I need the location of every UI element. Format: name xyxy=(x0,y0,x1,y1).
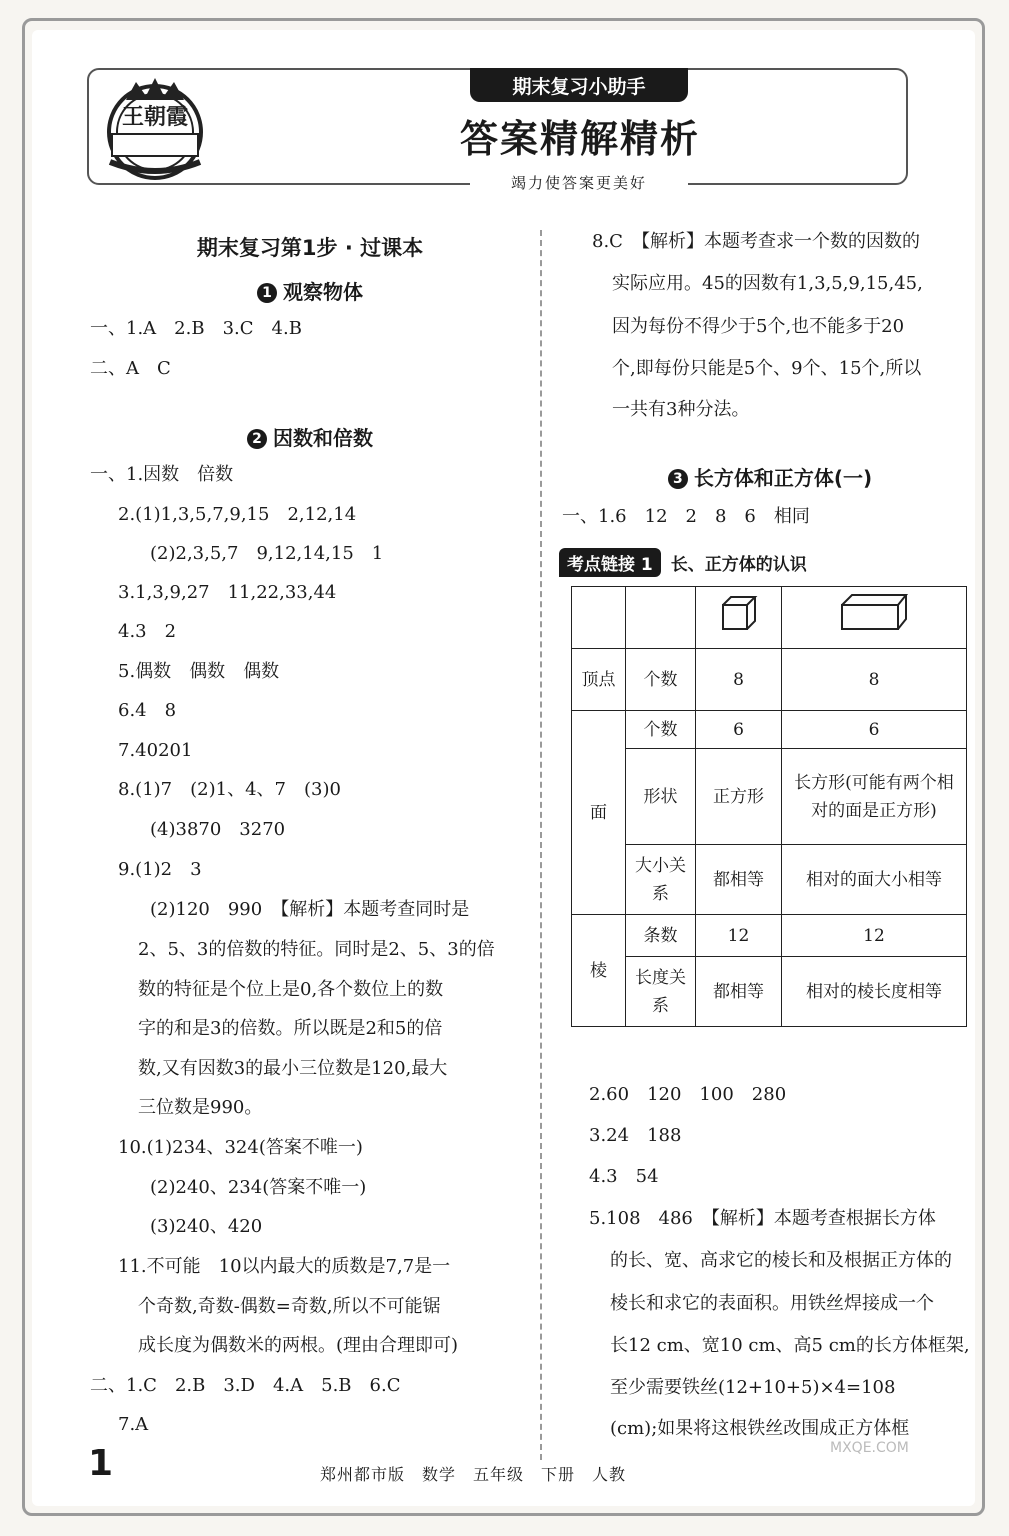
answer-line: 2.(1)1,3,5,7,9,15 2,12,14 xyxy=(118,504,357,525)
answer-line: (2)2,3,5,7 9,12,14,15 1 xyxy=(150,543,384,564)
answer-line: 4.3 54 xyxy=(589,1166,659,1187)
answer-line: (3)240、420 xyxy=(150,1216,263,1237)
section-1-title: 观察物体 xyxy=(283,280,363,304)
answer-line: (cm);如果将这根铁丝改围成正方体框 xyxy=(610,1418,910,1439)
section-2-title: 因数和倍数 xyxy=(273,426,373,450)
answer-line: 8.(1)7 (2)1、4、7 (3)0 xyxy=(118,779,341,800)
section-1-heading xyxy=(90,276,530,305)
key-point-link xyxy=(559,548,807,577)
cuboid-icon xyxy=(838,593,910,633)
cube-vertex-count: 8 xyxy=(696,649,782,711)
cuboid-edge-count: 12 xyxy=(782,915,967,957)
section-3-title: 长方体和正方体(一) xyxy=(693,466,873,490)
answer-line: 2、5、3的倍数的特征。同时是2、5、3的倍 xyxy=(138,939,495,960)
answer-line: 一、1.6 12 2 8 6 相同 xyxy=(562,506,810,527)
answer-line: 实际应用。45的因数有1,3,5,9,15,45, xyxy=(612,273,923,294)
svg-text:王朝霞: 王朝霞 xyxy=(121,104,189,130)
watermark: MXQE.COM xyxy=(830,1440,909,1456)
answer-line: 二、A C xyxy=(90,358,171,379)
answer-line: 10.(1)234、324(答案不唯一) xyxy=(118,1137,363,1158)
answer-line: 3.1,3,9,27 11,22,33,44 xyxy=(118,582,337,603)
cube-edge-length: 都相等 xyxy=(696,957,782,1027)
cuboid-face-size: 相对的面大小相等 xyxy=(782,845,967,915)
answer-line: 5.偶数 偶数 偶数 xyxy=(118,661,280,682)
answer-line: 至少需要铁丝(12+10+5)×4=108 xyxy=(610,1377,896,1398)
answer-line: 3.24 188 xyxy=(589,1125,682,1146)
cube-figure xyxy=(696,587,782,649)
table-corner xyxy=(572,587,626,649)
answer-line: 11.不可能 10以内最大的质数是7,7是一 xyxy=(118,1256,451,1277)
cuboid-vertex-count: 8 xyxy=(782,649,967,711)
header-slogan: 竭力使答案更美好 xyxy=(470,172,688,193)
brand-logo xyxy=(96,72,214,184)
page-title: 答案精解精析 xyxy=(459,117,700,161)
answer-line: 一共有3种分法。 xyxy=(612,399,750,420)
face-count-label: 个数 xyxy=(626,711,696,749)
section-2-number: 2 xyxy=(247,429,267,449)
column-divider xyxy=(540,230,542,1460)
answer-line: 数的特征是个位上是0,各个数位上的数 xyxy=(138,979,444,1000)
cuboid-face-shape: 长方形(可能有两个相对的面是正方形) xyxy=(782,749,967,845)
answer-line: 个奇数,奇数-偶数=奇数,所以不可能锯 xyxy=(138,1296,441,1317)
section-1-number: 1 xyxy=(257,283,277,303)
answer-line: (2)120 990 【解析】本题考查同时是 xyxy=(150,899,470,920)
crown-seal-icon xyxy=(96,72,214,184)
cuboid-face-count: 6 xyxy=(782,711,967,749)
answer-line: 8.C 【解析】本题考查求一个数的因数的 xyxy=(592,231,920,252)
answer-line: 4.3 2 xyxy=(118,621,177,642)
answer-line: 棱长和求它的表面积。用铁丝焊接成一个 xyxy=(610,1293,934,1314)
cube-edge-count: 12 xyxy=(696,915,782,957)
answer-line: 一、1.A 2.B 3.C 4.B xyxy=(90,318,302,339)
step-title: 期末复习第1步 · 过课本 xyxy=(196,236,424,260)
section-2-heading xyxy=(90,422,530,451)
edge-count-label: 条数 xyxy=(626,915,696,957)
size-relation-label: 大小关系 xyxy=(626,845,696,915)
answer-line: 5.108 486 【解析】本题考查根据长方体 xyxy=(589,1208,936,1229)
cuboid-figure xyxy=(782,587,967,649)
cube-cuboid-table xyxy=(571,586,967,1027)
answer-line: (4)3870 3270 xyxy=(150,819,286,840)
answer-line: 9.(1)2 3 xyxy=(118,859,202,880)
answer-line: 6.4 8 xyxy=(118,700,177,721)
header-tag: 期末复习小助手 xyxy=(470,68,688,102)
answer-line: 的长、宽、高求它的棱长和及根据正方体的 xyxy=(610,1250,952,1271)
section-3-number: 3 xyxy=(668,469,688,489)
answer-line: 长12 cm、宽10 cm、高5 cm的长方体框架, xyxy=(610,1335,970,1356)
answer-line: 2.60 120 100 280 xyxy=(589,1084,787,1105)
table-corner xyxy=(626,587,696,649)
shape-label: 形状 xyxy=(626,749,696,845)
vertex-count-label: 个数 xyxy=(626,649,696,711)
answer-line: (2)240、234(答案不唯一) xyxy=(150,1177,367,1198)
row-vertex: 顶点 xyxy=(572,649,626,711)
answer-line: 个,即每份只能是5个、9个、15个,所以 xyxy=(612,358,922,379)
key-point-text: 长、正方体的认识 xyxy=(670,555,807,575)
answer-line: 数,又有因数3的最小三位数是120,最大 xyxy=(138,1058,448,1079)
footer-info: 郑州都市版 数学 五年级 下册 人教 xyxy=(320,1465,627,1484)
cube-face-count: 6 xyxy=(696,711,782,749)
page-number: 1 xyxy=(88,1443,114,1484)
answer-line: 7.40201 xyxy=(118,740,193,761)
answer-line: 一、1.因数 倍数 xyxy=(90,464,234,485)
answer-line: 二、1.C 2.B 3.D 4.A 5.B 6.C xyxy=(90,1375,401,1396)
answer-line: 三位数是990。 xyxy=(138,1097,263,1118)
answer-line: 7.A xyxy=(118,1414,149,1435)
section-3-heading xyxy=(560,462,980,491)
answer-line: 字的和是3的倍数。所以既是2和5的倍 xyxy=(138,1018,443,1039)
cuboid-edge-length: 相对的棱长度相等 xyxy=(782,957,967,1027)
row-edge: 棱 xyxy=(572,915,626,1027)
cube-icon xyxy=(719,595,759,631)
row-face: 面 xyxy=(572,711,626,915)
answer-line: 因为每份不得少于5个,也不能多于20 xyxy=(612,316,905,337)
cube-face-size: 都相等 xyxy=(696,845,782,915)
answer-line: 成长度为偶数米的两根。(理由合理即可) xyxy=(138,1335,459,1356)
length-relation-label: 长度关系 xyxy=(626,957,696,1027)
key-point-badge: 考点链接 1 xyxy=(559,548,661,577)
cube-face-shape: 正方形 xyxy=(696,749,782,845)
